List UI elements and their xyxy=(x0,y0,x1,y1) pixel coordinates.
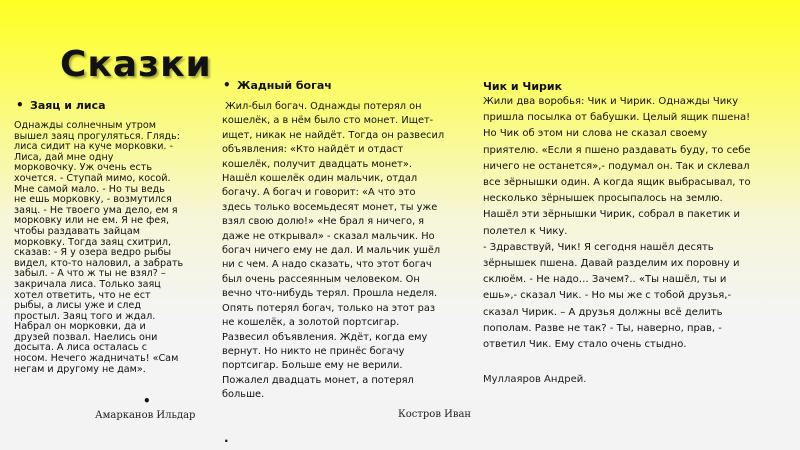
story2-heading: • Жадный богач xyxy=(237,79,332,92)
trailing-dot: . xyxy=(224,431,229,445)
bullet-dot-icon: • xyxy=(143,394,151,408)
story2-author: Костров Иван xyxy=(398,409,472,420)
story3-author: Муллаяров Андрей. xyxy=(483,374,587,385)
story1-author: Амарканов Ильдар xyxy=(95,410,196,421)
story3-text: Жили два воробья: Чик и Чирик. Однажды Чику пришла посылка от бабушки. Целый ящик пшена! Но Чик об этом ни слова не сказал своему приятелю. «Если я пшено раздавать буду, то себе ничего не останется»,- подумал он. Так и склевал все зёрнышки один. А когда ящик выбрасывал, то несколько зёрнышек просыпалось на землю. Нашёл эти зёрнышки Чирик, собрал в пакетик и полетел к Чику. - Здравствуй, Чик! Я сегодня нашёл десять зёрнышек пшена. Давай разделим их поровну и склюём. - Не надо… Зачем?.. «Ты нашёл, ты и ешь»,- сказал Чик. - Но мы же с тобой друзья,- сказал Чирик. – А друзья должны всё делить пополам. Разве не так? - Ты, наверно, прав, - ответил Чик. Ему стало очень стыдно. xyxy=(483,96,751,351)
story1-text: Однажды солнечным утром вышел заяц прогуляться. Глядь: лиса сидит на куче морковки. - Лиса, дай мне одну морковочку. Уж очень есть хочется. - Ступай мимо, косой. Мне самой мало. - Но ты ведь не ешь морковку, - возмутился заяц. - Не твоего ума дело, ем я морковку или не ем. Я не фея, чтобы раздавать зайцам морковку. Тогда заяц схитрил, сказав: - Я у озера ведро рыбы видел, кто-то наловил, а забрать забыл. - А что ж ты не взял? – закричала лиса. Только заяц хотел ответить, что не ест рыбы, а лисы уже и след простыл. Заяц того и ждал. Набрал он морковки, да и друзей позвал. Наелись они досыта. А лиса осталась с носом. Нечего жадничать! «Сам негам и другому не дам». xyxy=(14,120,184,375)
story1-heading: • Заяц и лиса xyxy=(30,99,106,112)
page-title: Сказки xyxy=(60,44,212,85)
story3-heading: Чик и Чирик xyxy=(483,80,563,93)
story2-text: Жил-был богач. Однажды потерял он кошелёк, а в нём было сто монет. Ищет- ищет, никак не найдёт. Тогда он развесил объявления: «Кто найдёт и отдаст кошелёк, получит двадцать монет». Нашёл кошелёк один мальчик, отдал богачу. А богач и говорит: «А что это здесь только восемьдесят монет, ты уже взял свою долю!» «Не брал я ничего, я даже не открывал» - сказал мальчик. Но богач ничего ему не дал. И мальчик ушёл ни с чем. А надо сказать, что этот богач был очень рассеянным человеком. Он вечно что-нибудь терял. Прошла неделя. Опять потерял богач, только на этот раз не кошелёк, а золотой портсигар. Развесил объявления. Ждёт, когда ему вернут. Но никто не принёс богачу портсигар. Больше ему не верили. Пожалел двадцать монет, а потерял больше. xyxy=(222,101,445,401)
